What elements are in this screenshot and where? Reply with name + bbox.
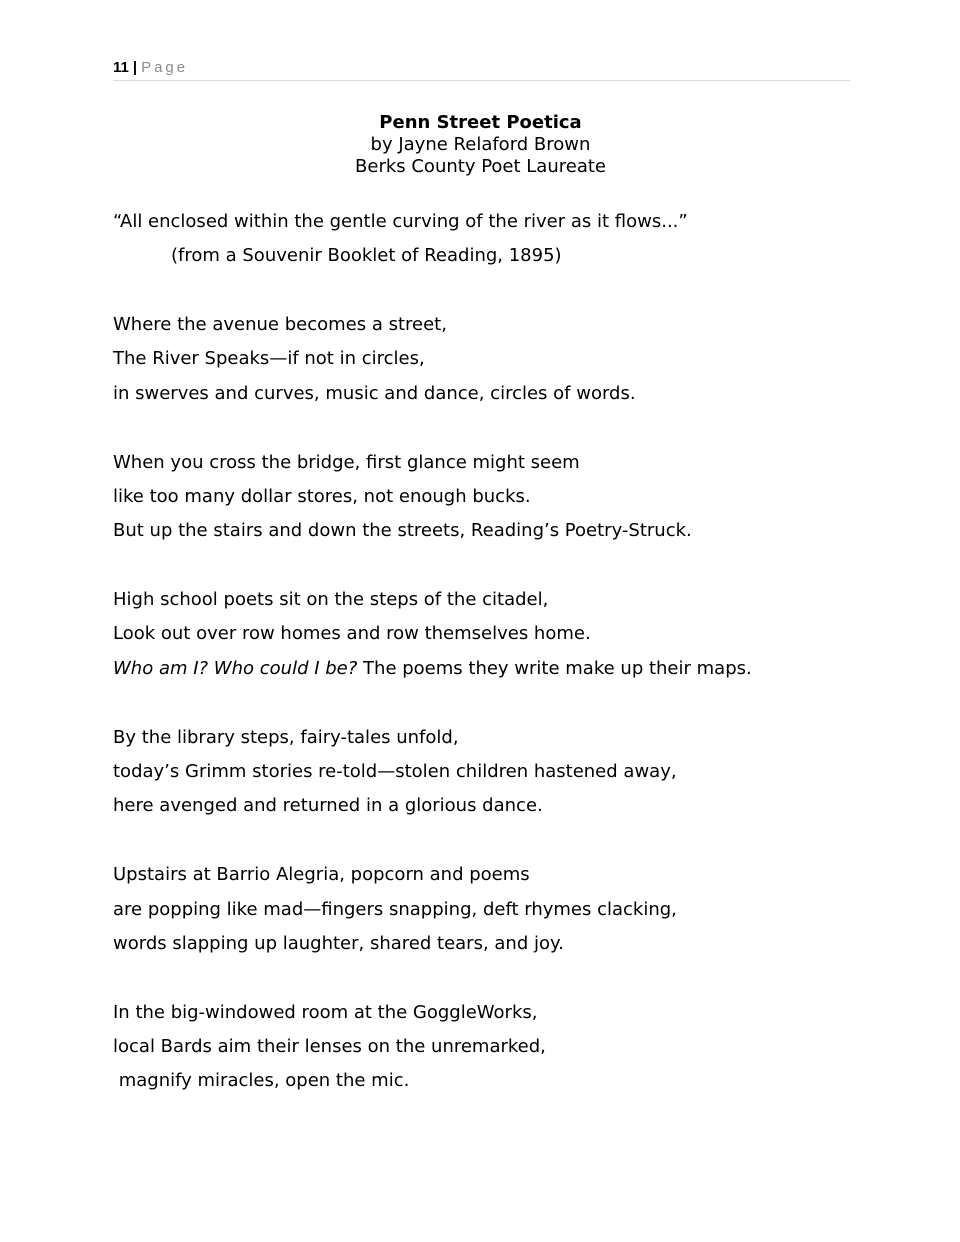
poem-line: High school poets sit on the steps of the citadel, (113, 589, 549, 610)
poem-line: When you cross the bridge, first glance might seem (113, 452, 580, 473)
poem-line: local Bards aim their lenses on the unremarked, (113, 1036, 546, 1057)
poem-line: Look out over row homes and row themselves home. (113, 623, 591, 644)
header-separator: | (132, 59, 138, 76)
poem-line: Where the avenue becomes a street, (113, 314, 447, 335)
poem-title: Penn Street Poetica (379, 112, 582, 133)
poem-line-mixed (113, 658, 752, 680)
poem-line: like too many dollar stores, not enough bucks. (113, 486, 531, 507)
poem-line: here avenged and returned in a glorious dance. (113, 795, 543, 816)
poem-line-rest: The poems they write make up their maps. (357, 658, 752, 679)
poem-line: in swerves and curves, music and dance, circles of words. (113, 383, 636, 404)
page-number: 11 (113, 59, 129, 76)
page-label: Page (141, 59, 189, 76)
poem-line: words slapping up laughter, shared tears, and joy. (113, 933, 564, 954)
poem-line: Upstairs at Barrio Alegria, popcorn and poems (113, 864, 530, 885)
poem-byline: by Jayne Relaford Brown (370, 134, 591, 155)
poem-line: are popping like mad—fingers snapping, deft rhymes clacking, (113, 899, 677, 920)
epigraph-quote: “All enclosed within the gentle curving of the river as it flows...” (113, 211, 688, 232)
page-header (113, 58, 850, 81)
poem-line: The River Speaks—if not in circles, (113, 348, 425, 369)
author-role: Berks County Poet Laureate (355, 156, 606, 177)
poem-line: By the library steps, fairy-tales unfold, (113, 727, 459, 748)
poem-line: today’s Grimm stories re-told—stolen children hastened away, (113, 761, 677, 782)
title-block (113, 112, 848, 178)
italic-question: Who am I? Who could I be? (113, 658, 358, 679)
poem-line: In the big-windowed room at the GoggleWorks, (113, 1002, 538, 1023)
poem-line: magnify miracles, open the mic. (113, 1070, 410, 1091)
poem-line: But up the stairs and down the streets, Reading’s Poetry-Struck. (113, 520, 692, 541)
epigraph-source: (from a Souvenir Booklet of Reading, 1895) (171, 245, 562, 266)
